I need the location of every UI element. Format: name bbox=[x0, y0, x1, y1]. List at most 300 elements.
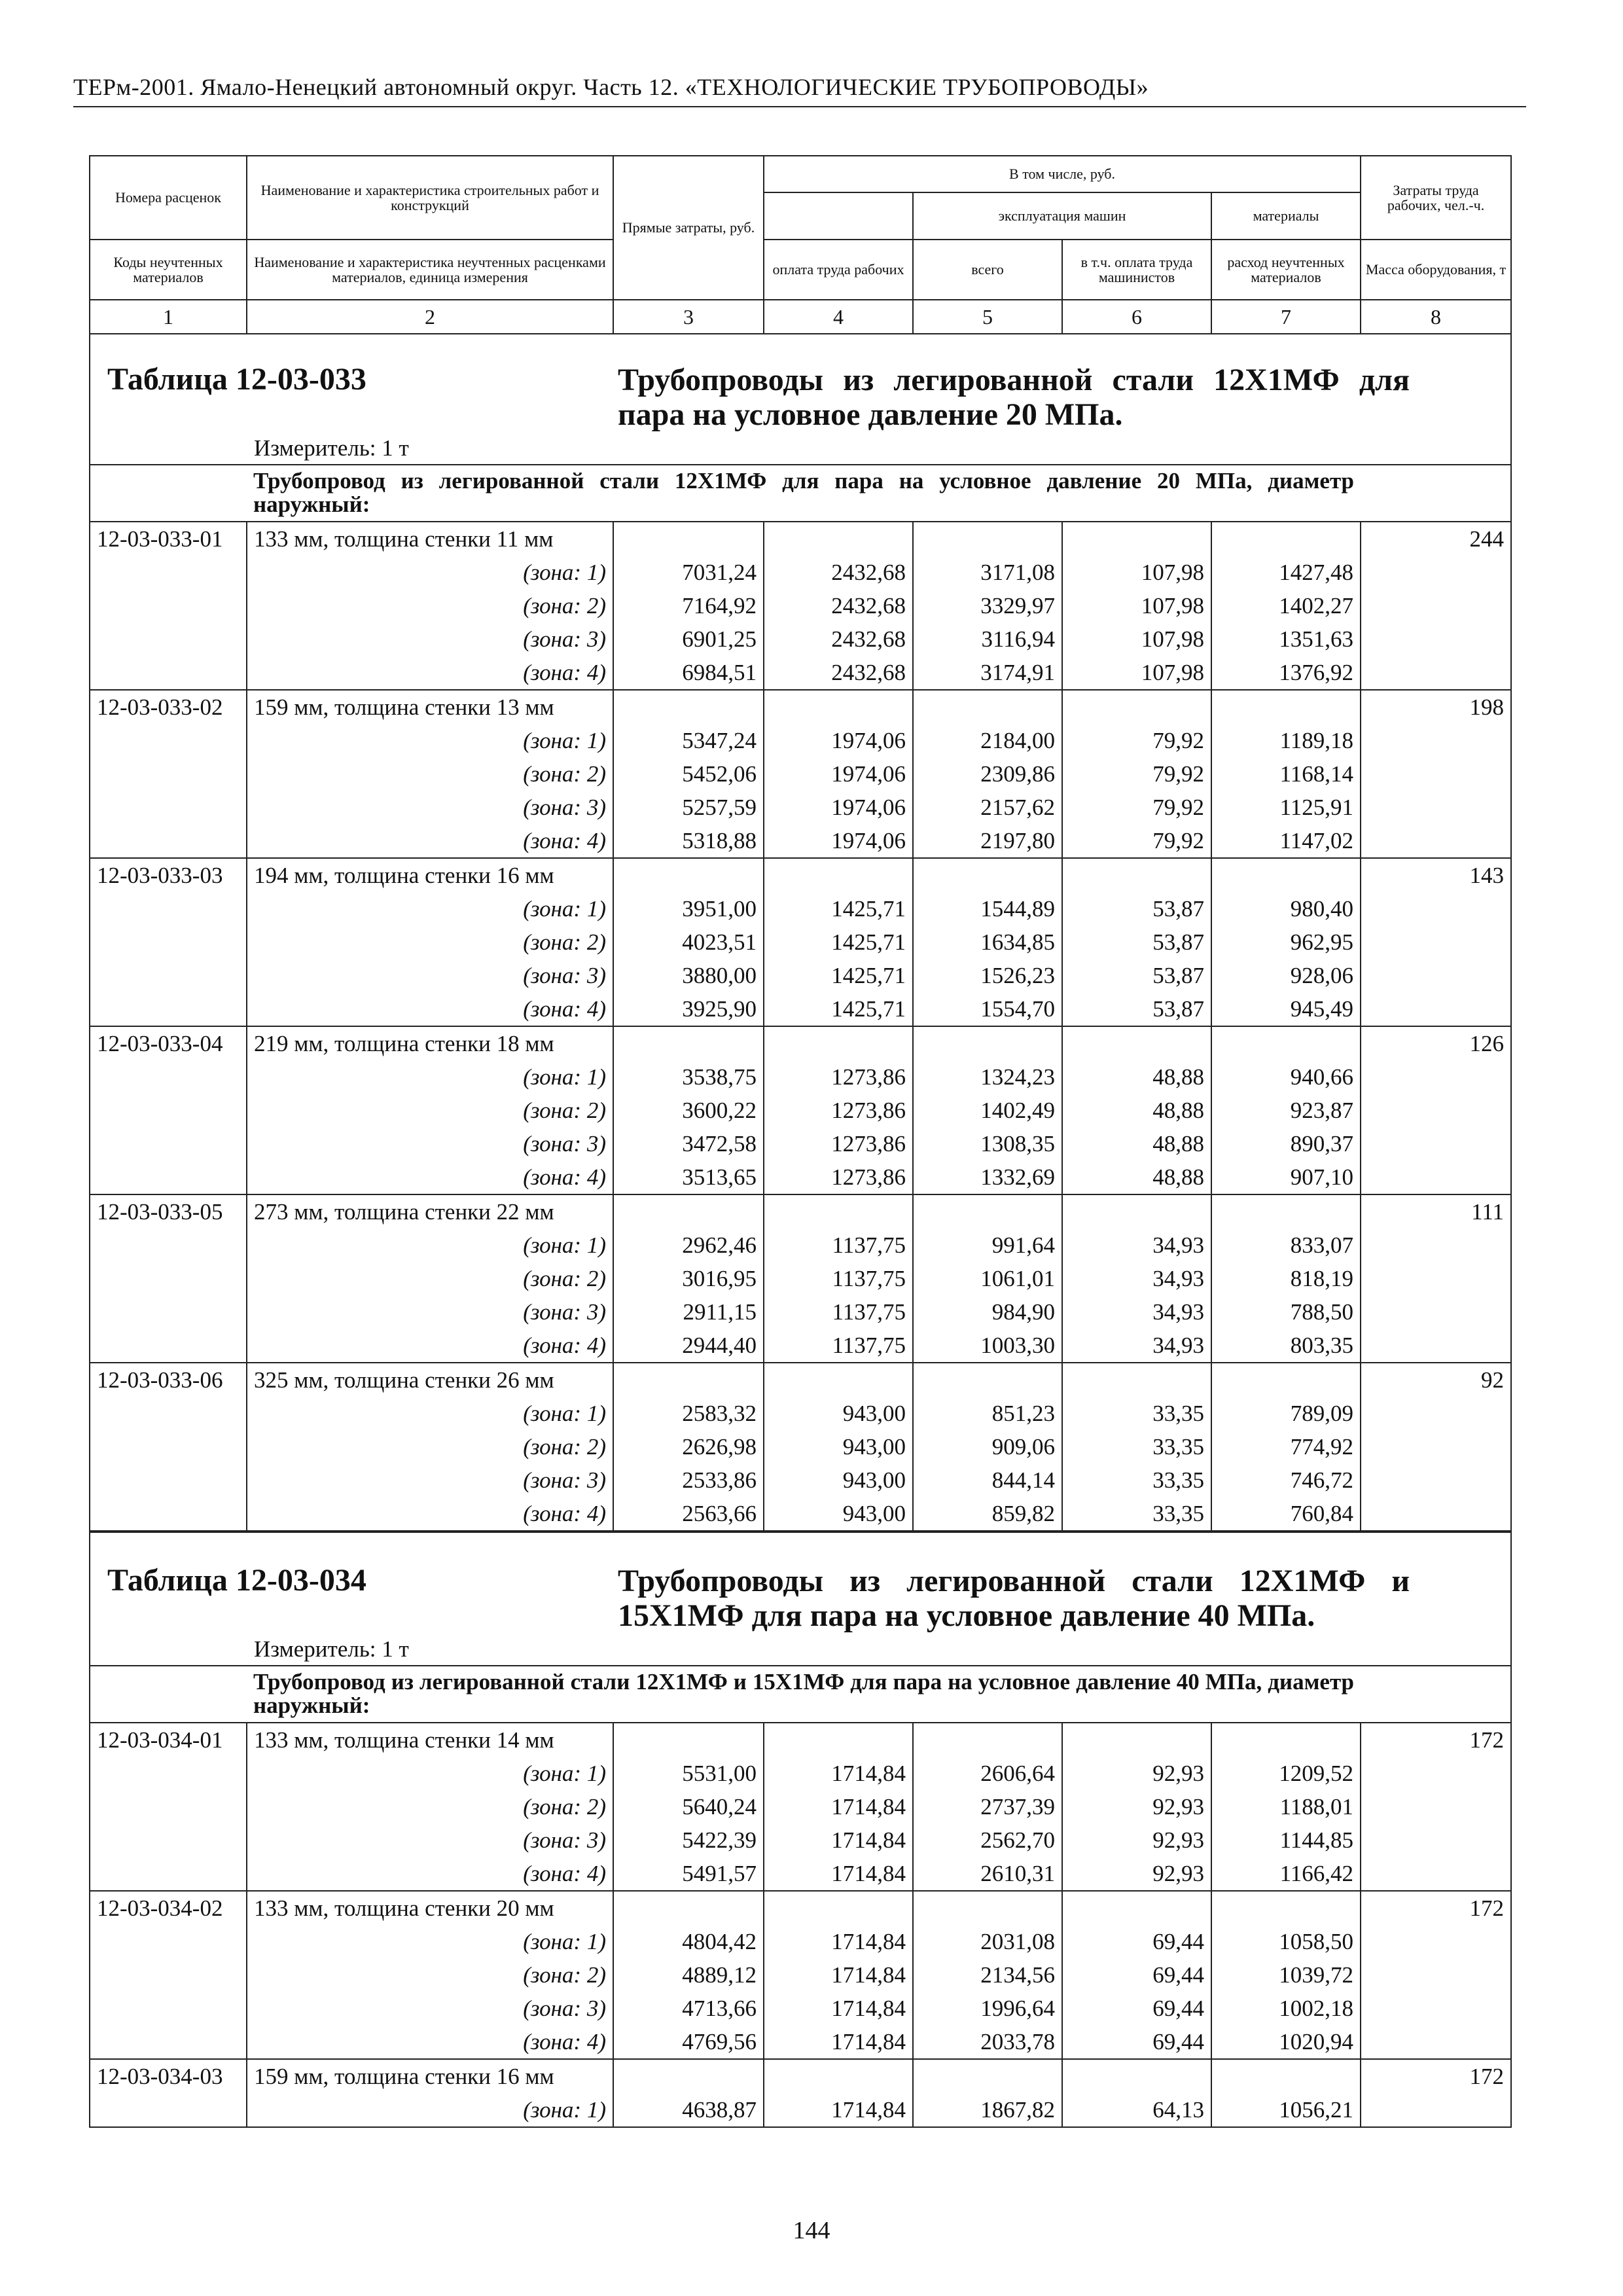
materials-value: 1144,85 bbox=[1211, 1823, 1361, 1857]
zone-row bbox=[90, 1497, 1511, 1531]
labor-value: 172 bbox=[1361, 1891, 1511, 1925]
wages-value: 1425,71 bbox=[764, 992, 913, 1026]
rate-code: 12-03-033-04 bbox=[90, 1026, 247, 1060]
header-labor: Затраты труда рабочих, чел.-ч. bbox=[1361, 156, 1511, 240]
machinists-value: 107,98 bbox=[1062, 556, 1211, 589]
zone-row bbox=[90, 1329, 1511, 1363]
table-row bbox=[90, 1363, 1511, 1397]
machines-value: 3174,91 bbox=[913, 656, 1062, 690]
rate-code: 12-03-033-02 bbox=[90, 690, 247, 724]
zone-label: (зона: 3) bbox=[247, 1992, 613, 2025]
direct-costs: 3951,00 bbox=[613, 892, 764, 925]
zone-row bbox=[90, 1295, 1511, 1329]
rate-code: 12-03-034-03 bbox=[90, 2059, 247, 2093]
zone-row bbox=[90, 1857, 1511, 1891]
wages-value: 1714,84 bbox=[764, 1925, 913, 1958]
materials-value: 1427,48 bbox=[1211, 556, 1361, 589]
header-wages: оплата труда рабочих bbox=[764, 240, 913, 300]
zone-label: (зона: 3) bbox=[247, 1823, 613, 1857]
direct-costs: 5531,00 bbox=[613, 1757, 764, 1790]
zone-row bbox=[90, 656, 1511, 690]
machines-value: 1332,69 bbox=[913, 1160, 1062, 1194]
wages-value: 1714,84 bbox=[764, 1757, 913, 1790]
materials-value: 1189,18 bbox=[1211, 724, 1361, 757]
materials-value: 1125,91 bbox=[1211, 791, 1361, 824]
rate-code: 12-03-033-05 bbox=[90, 1194, 247, 1229]
column-number: 4 bbox=[764, 300, 913, 334]
table-row bbox=[90, 1891, 1511, 1925]
direct-costs: 6901,25 bbox=[613, 622, 764, 656]
materials-value: 923,87 bbox=[1211, 1094, 1361, 1127]
wages-value: 1714,84 bbox=[764, 1790, 913, 1823]
direct-costs: 2563,66 bbox=[613, 1497, 764, 1531]
machinists-value: 48,88 bbox=[1062, 1127, 1211, 1160]
zone-row bbox=[90, 2025, 1511, 2059]
zone-row bbox=[90, 556, 1511, 589]
item-description: 325 мм, толщина стенки 26 мм bbox=[247, 1363, 613, 1397]
wages-value: 2432,68 bbox=[764, 622, 913, 656]
zone-row bbox=[90, 1160, 1511, 1194]
header-materials: материалы bbox=[1211, 192, 1361, 240]
wages-value: 943,00 bbox=[764, 1397, 913, 1430]
direct-costs: 4023,51 bbox=[613, 925, 764, 959]
labor-value: 111 bbox=[1361, 1194, 1511, 1229]
rate-code: 12-03-034-01 bbox=[90, 1723, 247, 1757]
wages-value: 1273,86 bbox=[764, 1060, 913, 1094]
zone-row bbox=[90, 2093, 1511, 2127]
machines-value: 1554,70 bbox=[913, 992, 1062, 1026]
wages-value: 943,00 bbox=[764, 1430, 913, 1463]
zone-label: (зона: 1) bbox=[247, 2093, 613, 2127]
header-machines: эксплуатация машин bbox=[913, 192, 1211, 240]
direct-costs: 2962,46 bbox=[613, 1229, 764, 1262]
direct-costs: 4769,56 bbox=[613, 2025, 764, 2059]
machines-value: 1003,30 bbox=[913, 1329, 1062, 1363]
materials-value: 1058,50 bbox=[1211, 1925, 1361, 1958]
machinists-value: 33,35 bbox=[1062, 1397, 1211, 1430]
column-number: 2 bbox=[247, 300, 613, 334]
machinists-value: 33,35 bbox=[1062, 1463, 1211, 1497]
zone-label: (зона: 1) bbox=[247, 1925, 613, 1958]
machines-value: 1324,23 bbox=[913, 1060, 1062, 1094]
machines-value: 2610,31 bbox=[913, 1857, 1062, 1891]
machines-value: 991,64 bbox=[913, 1229, 1062, 1262]
zone-label: (зона: 1) bbox=[247, 1060, 613, 1094]
item-description: 273 мм, толщина стенки 22 мм bbox=[247, 1194, 613, 1229]
materials-value: 818,19 bbox=[1211, 1262, 1361, 1295]
item-description: 219 мм, толщина стенки 18 мм bbox=[247, 1026, 613, 1060]
direct-costs: 5422,39 bbox=[613, 1823, 764, 1857]
machines-value: 2737,39 bbox=[913, 1790, 1062, 1823]
zone-label: (зона: 2) bbox=[247, 1262, 613, 1295]
machinists-value: 48,88 bbox=[1062, 1160, 1211, 1194]
zone-row bbox=[90, 1757, 1511, 1790]
zone-row bbox=[90, 992, 1511, 1026]
machinists-value: 48,88 bbox=[1062, 1060, 1211, 1094]
machines-value: 3329,97 bbox=[913, 589, 1062, 622]
machines-value: 3171,08 bbox=[913, 556, 1062, 589]
zone-row bbox=[90, 1958, 1511, 1992]
column-number: 3 bbox=[613, 300, 764, 334]
machines-value: 859,82 bbox=[913, 1497, 1062, 1531]
wages-value: 2432,68 bbox=[764, 656, 913, 690]
zone-row bbox=[90, 1463, 1511, 1497]
zone-label: (зона: 3) bbox=[247, 1127, 613, 1160]
machinists-value: 107,98 bbox=[1062, 589, 1211, 622]
direct-costs: 5452,06 bbox=[613, 757, 764, 791]
direct-costs: 3472,58 bbox=[613, 1127, 764, 1160]
wages-value: 2432,68 bbox=[764, 589, 913, 622]
zone-label: (зона: 2) bbox=[247, 1430, 613, 1463]
zone-label: (зона: 1) bbox=[247, 1757, 613, 1790]
wages-value: 1714,84 bbox=[764, 1992, 913, 2025]
zone-label: (зона: 4) bbox=[247, 1497, 613, 1531]
zone-row bbox=[90, 1229, 1511, 1262]
column-number: 5 bbox=[913, 300, 1062, 334]
zone-label: (зона: 2) bbox=[247, 1958, 613, 1992]
column-number: 1 bbox=[90, 300, 247, 334]
header-machinists-wages: в т.ч. оплата труда машинистов bbox=[1062, 240, 1211, 300]
direct-costs: 4889,12 bbox=[613, 1958, 764, 1992]
zone-label: (зона: 1) bbox=[247, 556, 613, 589]
rate-code: 12-03-033-03 bbox=[90, 858, 247, 892]
machines-value: 909,06 bbox=[913, 1430, 1062, 1463]
zone-label: (зона: 2) bbox=[247, 757, 613, 791]
machinists-value: 79,92 bbox=[1062, 791, 1211, 824]
labor-value: 198 bbox=[1361, 690, 1511, 724]
direct-costs: 6984,51 bbox=[613, 656, 764, 690]
header-name-unaccounted: Наименование и характеристика неучтенных расценками материалов, единица измерения bbox=[247, 240, 613, 300]
table-title-row bbox=[90, 334, 1511, 465]
wages-value: 1137,75 bbox=[764, 1262, 913, 1295]
machinists-value: 79,92 bbox=[1062, 724, 1211, 757]
zone-label: (зона: 4) bbox=[247, 1857, 613, 1891]
item-description: 194 мм, толщина стенки 16 мм bbox=[247, 858, 613, 892]
direct-costs: 7164,92 bbox=[613, 589, 764, 622]
labor-value: 172 bbox=[1361, 1723, 1511, 1757]
column-number: 6 bbox=[1062, 300, 1211, 334]
zone-label: (зона: 2) bbox=[247, 589, 613, 622]
machines-value: 2134,56 bbox=[913, 1958, 1062, 1992]
machines-value: 1402,49 bbox=[913, 1094, 1062, 1127]
wages-value: 1137,75 bbox=[764, 1295, 913, 1329]
materials-value: 1168,14 bbox=[1211, 757, 1361, 791]
header-name: Наименование и характеристика строительных работ и конструкций bbox=[247, 156, 613, 240]
machinists-value: 64,13 bbox=[1062, 2093, 1211, 2127]
table-label: Таблица 12-03-033 bbox=[107, 362, 366, 397]
machinists-value: 92,93 bbox=[1062, 1857, 1211, 1891]
table-title: Трубопроводы из легированной стали 12Х1МФ и 15Х1МФ для пара на условное давление 40 МПа. bbox=[618, 1564, 1410, 1633]
direct-costs: 5318,88 bbox=[613, 824, 764, 858]
materials-value: 803,35 bbox=[1211, 1329, 1361, 1363]
machinists-value: 53,87 bbox=[1062, 959, 1211, 992]
table-row bbox=[90, 858, 1511, 892]
machines-value: 2031,08 bbox=[913, 1925, 1062, 1958]
machinists-value: 107,98 bbox=[1062, 656, 1211, 690]
machines-value: 3116,94 bbox=[913, 622, 1062, 656]
direct-costs: 3880,00 bbox=[613, 959, 764, 992]
zone-label: (зона: 1) bbox=[247, 1229, 613, 1262]
direct-costs: 3925,90 bbox=[613, 992, 764, 1026]
materials-value: 774,92 bbox=[1211, 1430, 1361, 1463]
materials-value: 1056,21 bbox=[1211, 2093, 1361, 2127]
zone-label: (зона: 4) bbox=[247, 2025, 613, 2059]
materials-value: 1376,92 bbox=[1211, 656, 1361, 690]
column-number: 7 bbox=[1211, 300, 1361, 334]
zone-row bbox=[90, 1823, 1511, 1857]
machinists-value: 79,92 bbox=[1062, 757, 1211, 791]
column-number: 8 bbox=[1361, 300, 1511, 334]
machines-value: 851,23 bbox=[913, 1397, 1062, 1430]
machines-value: 1308,35 bbox=[913, 1127, 1062, 1160]
section-heading: Трубопровод из легированной стали 12Х1МФ для пара на условное давление 20 МПа, диаметр наружный: bbox=[247, 465, 1361, 522]
materials-value: 928,06 bbox=[1211, 959, 1361, 992]
materials-value: 1147,02 bbox=[1211, 824, 1361, 858]
materials-value: 907,10 bbox=[1211, 1160, 1361, 1194]
direct-costs: 4804,42 bbox=[613, 1925, 764, 1958]
machines-value: 2562,70 bbox=[913, 1823, 1062, 1857]
machinists-value: 92,93 bbox=[1062, 1790, 1211, 1823]
wages-value: 1974,06 bbox=[764, 791, 913, 824]
zone-row bbox=[90, 1430, 1511, 1463]
zone-row bbox=[90, 622, 1511, 656]
materials-value: 760,84 bbox=[1211, 1497, 1361, 1531]
header-unaccounted-materials: расход неучтенных материалов bbox=[1211, 240, 1361, 300]
item-description: 159 мм, толщина стенки 13 мм bbox=[247, 690, 613, 724]
materials-value: 746,72 bbox=[1211, 1463, 1361, 1497]
machines-value: 1996,64 bbox=[913, 1992, 1062, 2025]
materials-value: 940,66 bbox=[1211, 1060, 1361, 1094]
machines-value: 2033,78 bbox=[913, 2025, 1062, 2059]
table-title-row bbox=[90, 1532, 1511, 1666]
direct-costs: 4638,87 bbox=[613, 2093, 764, 2127]
zone-label: (зона: 3) bbox=[247, 959, 613, 992]
direct-costs: 3513,65 bbox=[613, 1160, 764, 1194]
wages-value: 1714,84 bbox=[764, 2025, 913, 2059]
section-row bbox=[90, 465, 1511, 522]
labor-value: 126 bbox=[1361, 1026, 1511, 1060]
materials-value: 833,07 bbox=[1211, 1229, 1361, 1262]
machines-value: 1867,82 bbox=[913, 2093, 1062, 2127]
machines-value: 2606,64 bbox=[913, 1757, 1062, 1790]
machines-value: 1544,89 bbox=[913, 892, 1062, 925]
machines-value: 2157,62 bbox=[913, 791, 1062, 824]
machinists-value: 69,44 bbox=[1062, 1958, 1211, 1992]
table-title: Трубопроводы из легированной стали 12Х1МФ для пара на условное давление 20 МПа. bbox=[618, 363, 1410, 432]
zone-label: (зона: 4) bbox=[247, 656, 613, 690]
machinists-value: 34,93 bbox=[1062, 1295, 1211, 1329]
machinists-value: 107,98 bbox=[1062, 622, 1211, 656]
zone-row bbox=[90, 791, 1511, 824]
zone-row bbox=[90, 824, 1511, 858]
zone-row bbox=[90, 1262, 1511, 1295]
materials-value: 1002,18 bbox=[1211, 1992, 1361, 2025]
zone-label: (зона: 2) bbox=[247, 1094, 613, 1127]
direct-costs: 3600,22 bbox=[613, 1094, 764, 1127]
table-row bbox=[90, 690, 1511, 724]
materials-value: 788,50 bbox=[1211, 1295, 1361, 1329]
materials-value: 1188,01 bbox=[1211, 1790, 1361, 1823]
meter-unit: Измеритель: 1 т bbox=[254, 1636, 409, 1662]
rate-code: 12-03-033-01 bbox=[90, 522, 247, 556]
zone-row bbox=[90, 589, 1511, 622]
labor-value: 172 bbox=[1361, 2059, 1511, 2093]
machinists-value: 33,35 bbox=[1062, 1430, 1211, 1463]
materials-value: 1020,94 bbox=[1211, 2025, 1361, 2059]
direct-costs: 2533,86 bbox=[613, 1463, 764, 1497]
wages-value: 1137,75 bbox=[764, 1329, 913, 1363]
table-row bbox=[90, 1194, 1511, 1229]
machinists-value: 53,87 bbox=[1062, 892, 1211, 925]
section-heading: Трубопровод из легированной стали 12Х1МФ и 15Х1МФ для пара на условное давление 40 МПа, диаметр наружный: bbox=[247, 1666, 1361, 1723]
machinists-value: 53,87 bbox=[1062, 992, 1211, 1026]
machinists-value: 79,92 bbox=[1062, 824, 1211, 858]
table-row bbox=[90, 522, 1511, 556]
machines-value: 1061,01 bbox=[913, 1262, 1062, 1295]
direct-costs: 2911,15 bbox=[613, 1295, 764, 1329]
item-description: 133 мм, толщина стенки 20 мм bbox=[247, 1891, 613, 1925]
direct-costs: 2944,40 bbox=[613, 1329, 764, 1363]
wages-value: 1137,75 bbox=[764, 1229, 913, 1262]
wages-value: 1273,86 bbox=[764, 1127, 913, 1160]
machines-value: 2309,86 bbox=[913, 757, 1062, 791]
rate-code: 12-03-034-02 bbox=[90, 1891, 247, 1925]
labor-value: 244 bbox=[1361, 522, 1511, 556]
wages-value: 1273,86 bbox=[764, 1160, 913, 1194]
wages-value: 1273,86 bbox=[764, 1094, 913, 1127]
machines-value: 844,14 bbox=[913, 1463, 1062, 1497]
machinists-value: 69,44 bbox=[1062, 2025, 1211, 2059]
table-row bbox=[90, 1026, 1511, 1060]
header-rule bbox=[73, 106, 1526, 107]
zone-row bbox=[90, 1127, 1511, 1160]
item-description: 133 мм, толщина стенки 11 мм bbox=[247, 522, 613, 556]
rate-code: 12-03-033-06 bbox=[90, 1363, 247, 1397]
wages-value: 1714,84 bbox=[764, 2093, 913, 2127]
machinists-value: 92,93 bbox=[1062, 1823, 1211, 1857]
zone-label: (зона: 3) bbox=[247, 791, 613, 824]
header-codes-unaccounted: Коды неучтенных материалов bbox=[90, 240, 247, 300]
machinists-value: 34,93 bbox=[1062, 1229, 1211, 1262]
zone-row bbox=[90, 1094, 1511, 1127]
wages-value: 1714,84 bbox=[764, 1857, 913, 1891]
direct-costs: 5640,24 bbox=[613, 1790, 764, 1823]
materials-value: 962,95 bbox=[1211, 925, 1361, 959]
item-description: 133 мм, толщина стенки 14 мм bbox=[247, 1723, 613, 1757]
item-description: 159 мм, толщина стенки 16 мм bbox=[247, 2059, 613, 2093]
direct-costs: 5347,24 bbox=[613, 724, 764, 757]
zone-label: (зона: 1) bbox=[247, 892, 613, 925]
zone-label: (зона: 4) bbox=[247, 992, 613, 1026]
labor-value: 143 bbox=[1361, 858, 1511, 892]
table-header bbox=[90, 156, 1511, 334]
labor-value: 92 bbox=[1361, 1363, 1511, 1397]
materials-value: 980,40 bbox=[1211, 892, 1361, 925]
wages-value: 1425,71 bbox=[764, 892, 913, 925]
direct-costs: 4713,66 bbox=[613, 1992, 764, 2025]
direct-costs: 5257,59 bbox=[613, 791, 764, 824]
zone-row bbox=[90, 1060, 1511, 1094]
machinists-value: 34,93 bbox=[1062, 1262, 1211, 1295]
zone-label: (зона: 4) bbox=[247, 824, 613, 858]
wages-value: 1425,71 bbox=[764, 959, 913, 992]
zone-row bbox=[90, 1790, 1511, 1823]
page-number: 144 bbox=[793, 2217, 830, 2244]
direct-costs: 5491,57 bbox=[613, 1857, 764, 1891]
zone-row bbox=[90, 1925, 1511, 1958]
materials-value: 1039,72 bbox=[1211, 1958, 1361, 1992]
wages-value: 943,00 bbox=[764, 1463, 913, 1497]
zone-row bbox=[90, 724, 1511, 757]
machines-value: 2197,80 bbox=[913, 824, 1062, 858]
zone-row bbox=[90, 1397, 1511, 1430]
wages-value: 1425,71 bbox=[764, 925, 913, 959]
materials-value: 1166,42 bbox=[1211, 1857, 1361, 1891]
zone-label: (зона: 3) bbox=[247, 1295, 613, 1329]
wages-value: 1974,06 bbox=[764, 824, 913, 858]
table-row bbox=[90, 1723, 1511, 1757]
direct-costs: 7031,24 bbox=[613, 556, 764, 589]
wages-value: 1974,06 bbox=[764, 724, 913, 757]
machines-value: 984,90 bbox=[913, 1295, 1062, 1329]
materials-value: 1209,52 bbox=[1211, 1757, 1361, 1790]
wages-value: 1714,84 bbox=[764, 1823, 913, 1857]
machinists-value: 48,88 bbox=[1062, 1094, 1211, 1127]
header-total: всего bbox=[913, 240, 1062, 300]
zone-label: (зона: 4) bbox=[247, 1329, 613, 1363]
machines-value: 1634,85 bbox=[913, 925, 1062, 959]
header-codes: Номера расценок bbox=[90, 156, 247, 240]
zone-label: (зона: 2) bbox=[247, 1790, 613, 1823]
materials-value: 1351,63 bbox=[1211, 622, 1361, 656]
machines-value: 2184,00 bbox=[913, 724, 1062, 757]
wages-value: 1714,84 bbox=[764, 1958, 913, 1992]
machinists-value: 34,93 bbox=[1062, 1329, 1211, 1363]
header-including: В том числе, руб. bbox=[764, 156, 1361, 192]
wages-value: 1974,06 bbox=[764, 757, 913, 791]
machinists-value: 53,87 bbox=[1062, 925, 1211, 959]
direct-costs: 3016,95 bbox=[613, 1262, 764, 1295]
header-equipment-mass: Масса оборудования, т bbox=[1361, 240, 1511, 300]
machines-value: 1526,23 bbox=[913, 959, 1062, 992]
zone-row bbox=[90, 959, 1511, 992]
machinists-value: 33,35 bbox=[1062, 1497, 1211, 1531]
header-direct-costs: Прямые затраты, руб. bbox=[613, 156, 764, 300]
zone-row bbox=[90, 925, 1511, 959]
section-row bbox=[90, 1666, 1511, 1723]
running-head: ТЕРм-2001. Ямало-Ненецкий автономный округ. Часть 12. «ТЕХНОЛОГИЧЕСКИЕ ТРУБОПРОВОДЫ» bbox=[73, 74, 1149, 100]
machinists-value: 92,93 bbox=[1062, 1757, 1211, 1790]
wages-value: 943,00 bbox=[764, 1497, 913, 1531]
direct-costs: 2583,32 bbox=[613, 1397, 764, 1430]
zone-row bbox=[90, 892, 1511, 925]
materials-value: 789,09 bbox=[1211, 1397, 1361, 1430]
zone-row bbox=[90, 1992, 1511, 2025]
table-row bbox=[90, 2059, 1511, 2093]
machinists-value: 69,44 bbox=[1062, 1925, 1211, 1958]
materials-value: 1402,27 bbox=[1211, 589, 1361, 622]
direct-costs: 3538,75 bbox=[613, 1060, 764, 1094]
zone-label: (зона: 4) bbox=[247, 1160, 613, 1194]
zone-label: (зона: 3) bbox=[247, 1463, 613, 1497]
zone-label: (зона: 1) bbox=[247, 724, 613, 757]
zone-label: (зона: 1) bbox=[247, 1397, 613, 1430]
wages-value: 2432,68 bbox=[764, 556, 913, 589]
zone-label: (зона: 3) bbox=[247, 622, 613, 656]
materials-value: 945,49 bbox=[1211, 992, 1361, 1026]
zone-row bbox=[90, 757, 1511, 791]
price-table bbox=[89, 155, 1512, 2128]
